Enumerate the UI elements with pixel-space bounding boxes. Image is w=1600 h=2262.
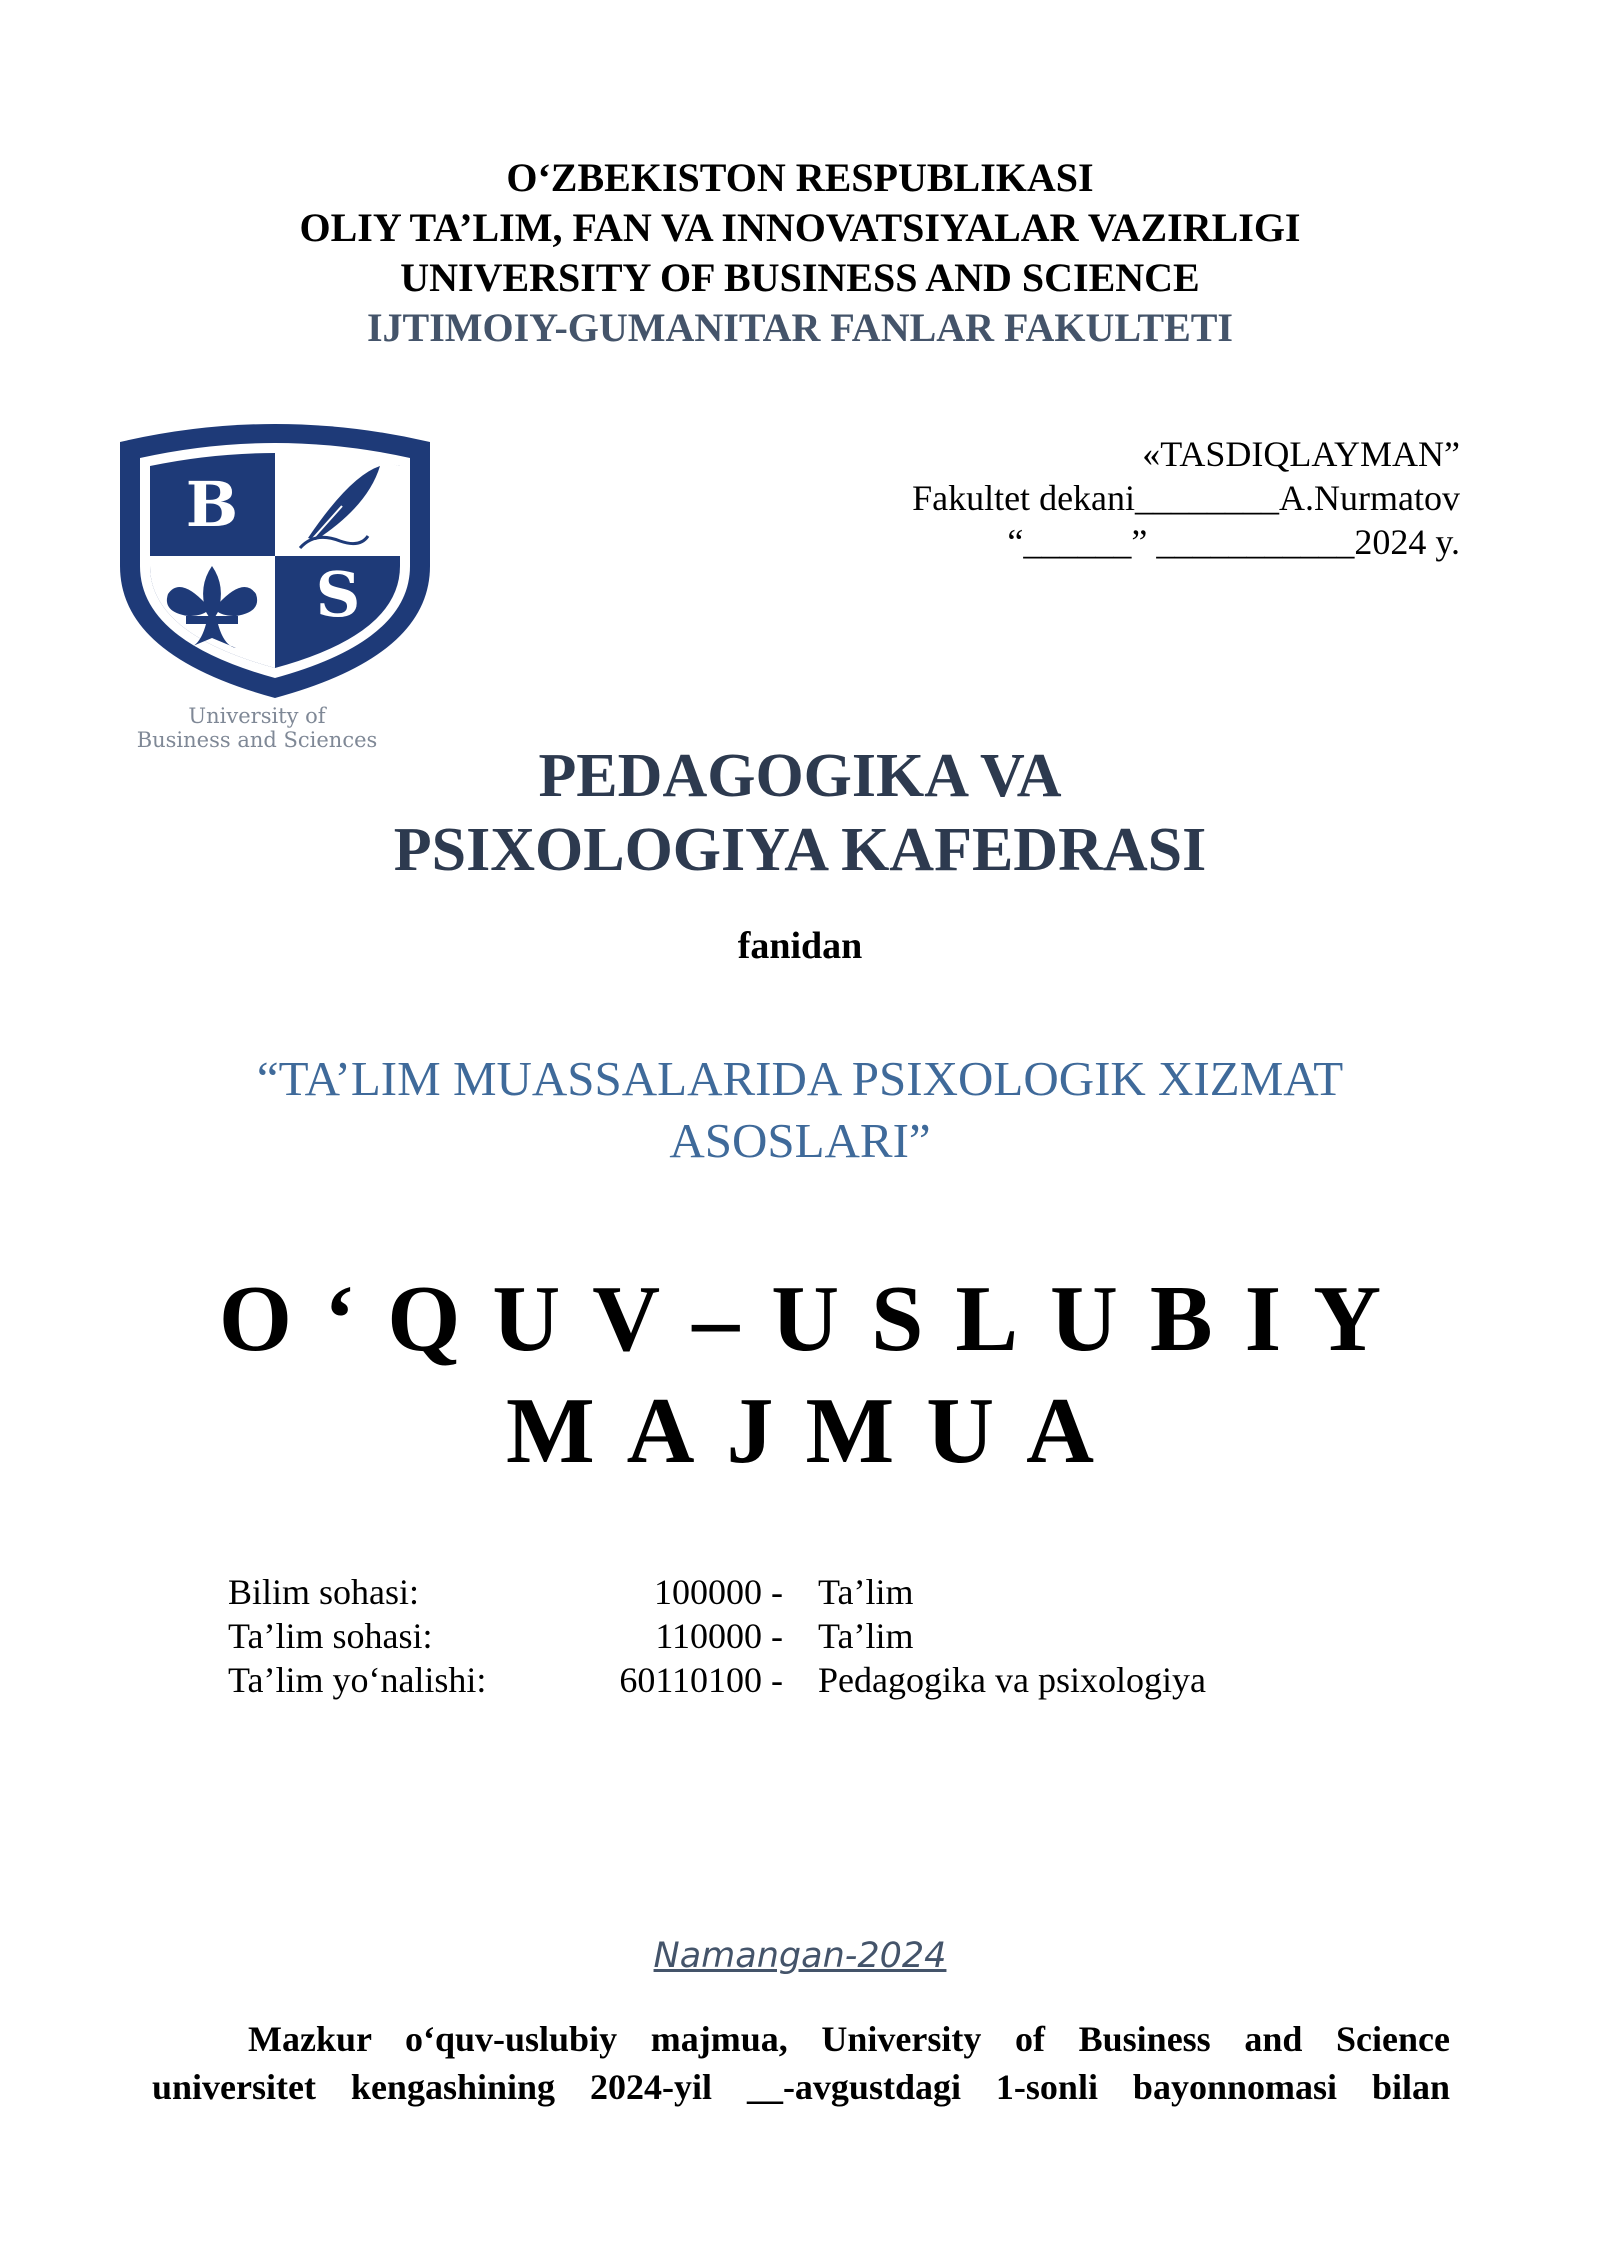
info-name: Ta’lim [818,1616,914,1656]
info-row [228,1570,1228,1614]
fanidan-label: fanidan [737,925,863,967]
logo-caption-line2: Business and Sciences [136,728,378,752]
city-year: Namangan-2024 [653,1936,947,1976]
paragraph-line2: universitet kengashining 2024-yil __-avgustdagi 1-sonli bayonnomasi bilan [152,2067,1450,2107]
approval-paragraph [152,2015,1450,2111]
subject-title-line1: “TA’LIM MUASSALARIDA PSIXOLOGIK XIZMAT [256,1051,1344,1106]
university-name: UNIVERSITY OF BUSINESS AND SCIENCE [400,255,1200,300]
info-label: Ta’lim sohasi: [228,1616,433,1656]
doc-type-line1: O‘QUV–USLUBIY [218,1267,1414,1371]
shield-logo-icon [110,416,440,706]
logo-caption-line1: University of [188,704,326,728]
approval-title: «TASDIQLAYMAN” [1142,434,1460,474]
info-code: 100000 - [654,1572,783,1612]
svg-text:B: B [185,468,239,541]
department-line2: PSIXOLOGIYA KAFEDRASI [393,816,1207,884]
info-code: 110000 - [655,1616,783,1656]
svg-text:S: S [315,558,361,631]
department-line1: PEDAGOGIKA VA [538,742,1062,810]
university-logo [110,416,440,706]
doc-type-line2: MAJMUA [505,1379,1127,1483]
approval-dean-line: Fakultet dekani________A.Nurmatov [912,478,1460,518]
city-year-wrap [0,1936,1600,1976]
info-name: Ta’lim [818,1572,914,1612]
info-row [228,1614,1228,1658]
subject-title-line2: ASOSLARI” [669,1113,931,1168]
info-label: Bilim sohasi: [228,1572,420,1612]
info-code: 60110100 - [619,1660,783,1700]
ministry-name: OLIY TA’LIM, FAN VA INNOVATSIYALAR VAZIRLIGI [299,205,1301,250]
paragraph-line1: Mazkur o‘quv-uslubiy majmua, University of Business and Science [248,2019,1450,2059]
approval-date-line: “______” ___________2024 y. [1007,522,1460,562]
info-name: Pedagogika va psixologiya [818,1660,1206,1700]
info-label: Ta’lim yo‘nalishi: [228,1660,487,1700]
ministry-country: O‘ZBEKISTON RESPUBLIKASI [506,155,1094,200]
faculty-name: IJTIMOIY-GUMANITAR FANLAR FAKULTETI [366,305,1233,350]
info-row [228,1658,1228,1702]
